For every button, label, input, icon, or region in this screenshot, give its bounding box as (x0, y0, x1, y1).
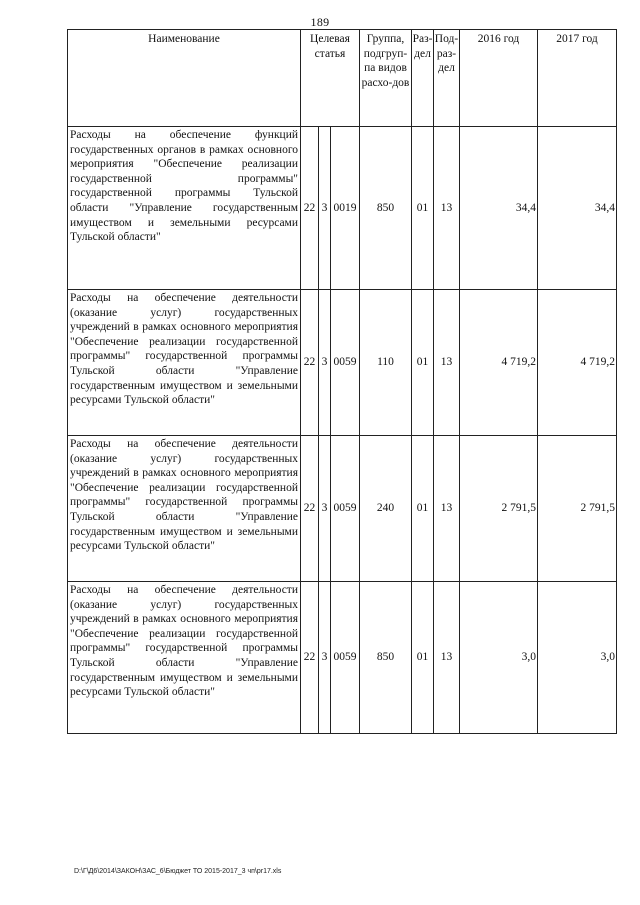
row-section: 01 (412, 436, 434, 582)
header-name: Наименование (68, 30, 301, 127)
row-code-c: 0059 (331, 436, 360, 582)
row-name: Расходы на обеспечение деятельности (оказание услуг) государственных учреждений в рамках основного мероприятия "Обеспечение реализации государственной программы" государственной программы Тульской области "Управление государственным имуществом и земельными ресурсами Тульской области" (68, 582, 301, 734)
row-code-a: 22 (301, 582, 319, 734)
row-amount-2017: 2 791,5 (538, 436, 617, 582)
header-subsection: Под-раз-дел (434, 30, 460, 127)
page-number: 189 (310, 15, 330, 29)
table-row (68, 127, 617, 290)
budget-table (67, 29, 617, 734)
row-section: 01 (412, 127, 434, 290)
row-amount-2016: 4 719,2 (460, 290, 538, 436)
table-row (68, 582, 617, 734)
row-code-c: 0059 (331, 290, 360, 436)
row-name: Расходы на обеспечение функций государственных органов в рамках основного мероприятия "Обеспечение реализации государственной программы" государственной программы Тульской области "Управление государственным имуществом и земельными ресурсами Тульской области" (68, 127, 301, 290)
row-section: 01 (412, 290, 434, 436)
row-code-a: 22 (301, 436, 319, 582)
header-expense-group: Группа, подгруп-па видов расхо-дов (360, 30, 412, 127)
table-row (68, 290, 617, 436)
row-subsection: 13 (434, 290, 460, 436)
row-name: Расходы на обеспечение деятельности (оказание услуг) государственных учреждений в рамках основного мероприятия "Обеспечение реализации государственной программы" государственной программы Тульской области "Управление государственным имуществом и земельными ресурсами Тульской области" (68, 436, 301, 582)
row-code-a: 22 (301, 127, 319, 290)
row-subsection: 13 (434, 582, 460, 734)
header-section: Раз-дел (412, 30, 434, 127)
header-year-2017: 2017 год (538, 30, 617, 127)
row-amount-2017: 3,0 (538, 582, 617, 734)
row-code-b: 3 (319, 290, 331, 436)
row-code-b: 3 (319, 582, 331, 734)
row-subsection: 13 (434, 127, 460, 290)
row-amount-2017: 34,4 (538, 127, 617, 290)
row-expense-group: 850 (360, 582, 412, 734)
header-target-article: Целевая статья (301, 30, 360, 127)
row-code-b: 3 (319, 436, 331, 582)
row-expense-group: 240 (360, 436, 412, 582)
row-code-c: 0059 (331, 582, 360, 734)
header-year-2016: 2016 год (460, 30, 538, 127)
row-amount-2016: 2 791,5 (460, 436, 538, 582)
row-code-b: 3 (319, 127, 331, 290)
row-amount-2016: 34,4 (460, 127, 538, 290)
row-amount-2016: 3,0 (460, 582, 538, 734)
row-amount-2017: 4 719,2 (538, 290, 617, 436)
row-expense-group: 850 (360, 127, 412, 290)
row-code-a: 22 (301, 290, 319, 436)
row-name: Расходы на обеспечение деятельности (оказание услуг) государственных учреждений в рамках основного мероприятия "Обеспечение реализации государственной программы" государственной программы Тульской области "Управление государственным имуществом и земельными ресурсами Тульской области" (68, 290, 301, 436)
row-section: 01 (412, 582, 434, 734)
row-expense-group: 110 (360, 290, 412, 436)
row-code-c: 0019 (331, 127, 360, 290)
row-subsection: 13 (434, 436, 460, 582)
table-header-row (68, 30, 617, 127)
footer-file-path: D:\Г\Д6\2014\ЗАКОН\ЗАС_6\Бюджет ТО 2015-2017_3 чп\pr17.xls (74, 868, 282, 875)
table-row (68, 436, 617, 582)
